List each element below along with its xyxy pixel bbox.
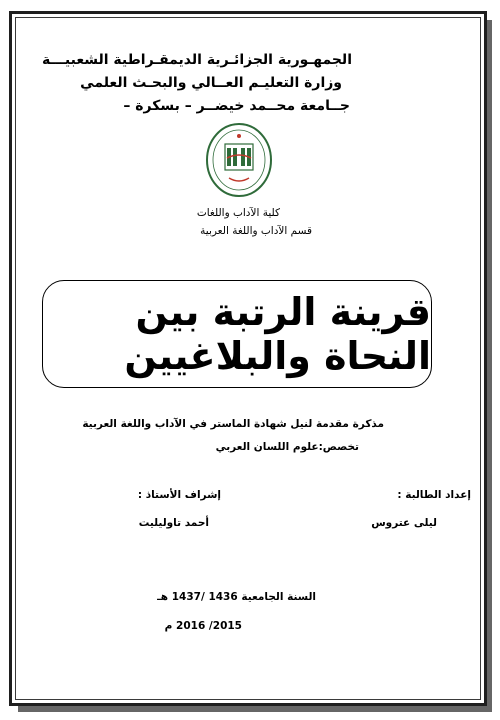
student-label: إعداد الطالبة : <box>397 489 471 501</box>
header-ministry: وزارة التعليـم العــالي والبحـث العلمي <box>80 75 342 91</box>
header-university: جــامعة محــمد خيضــر – بسكرة – <box>123 98 350 114</box>
thesis-title: قرينة الرتبة بين النحاة والبلاغيين <box>124 290 431 378</box>
supervisor-name: أحمد تاوليليت <box>138 517 209 529</box>
supervisor-label: إشراف الأستاذ : <box>137 489 221 501</box>
thesis-specialty: تخصص:علوم اللسان العربي <box>215 441 359 453</box>
thesis-description: مذكرة مقدمة لنيل شهادة الماستر في الآداب واللغة العربية <box>82 418 384 430</box>
university-seal-icon <box>205 122 273 198</box>
faculty-department: قسم الآداب واللغة العربية <box>200 225 312 237</box>
page-shadow-bottom <box>18 706 492 712</box>
header-republic: الجمهـورية الجزائـرية الديمقـراطية الشعبيـــة <box>42 52 352 68</box>
faculty-college: كلية الآداب واللغات <box>196 207 280 219</box>
student-name: ليلى عتروس <box>371 517 437 529</box>
title-box <box>42 280 432 388</box>
page-shadow-right <box>487 20 492 712</box>
academic-year-gregorian: 2015/ 2016 م <box>164 620 242 632</box>
academic-year-hijri: السنة الجامعية 1436 /1437 هـ <box>157 591 316 603</box>
